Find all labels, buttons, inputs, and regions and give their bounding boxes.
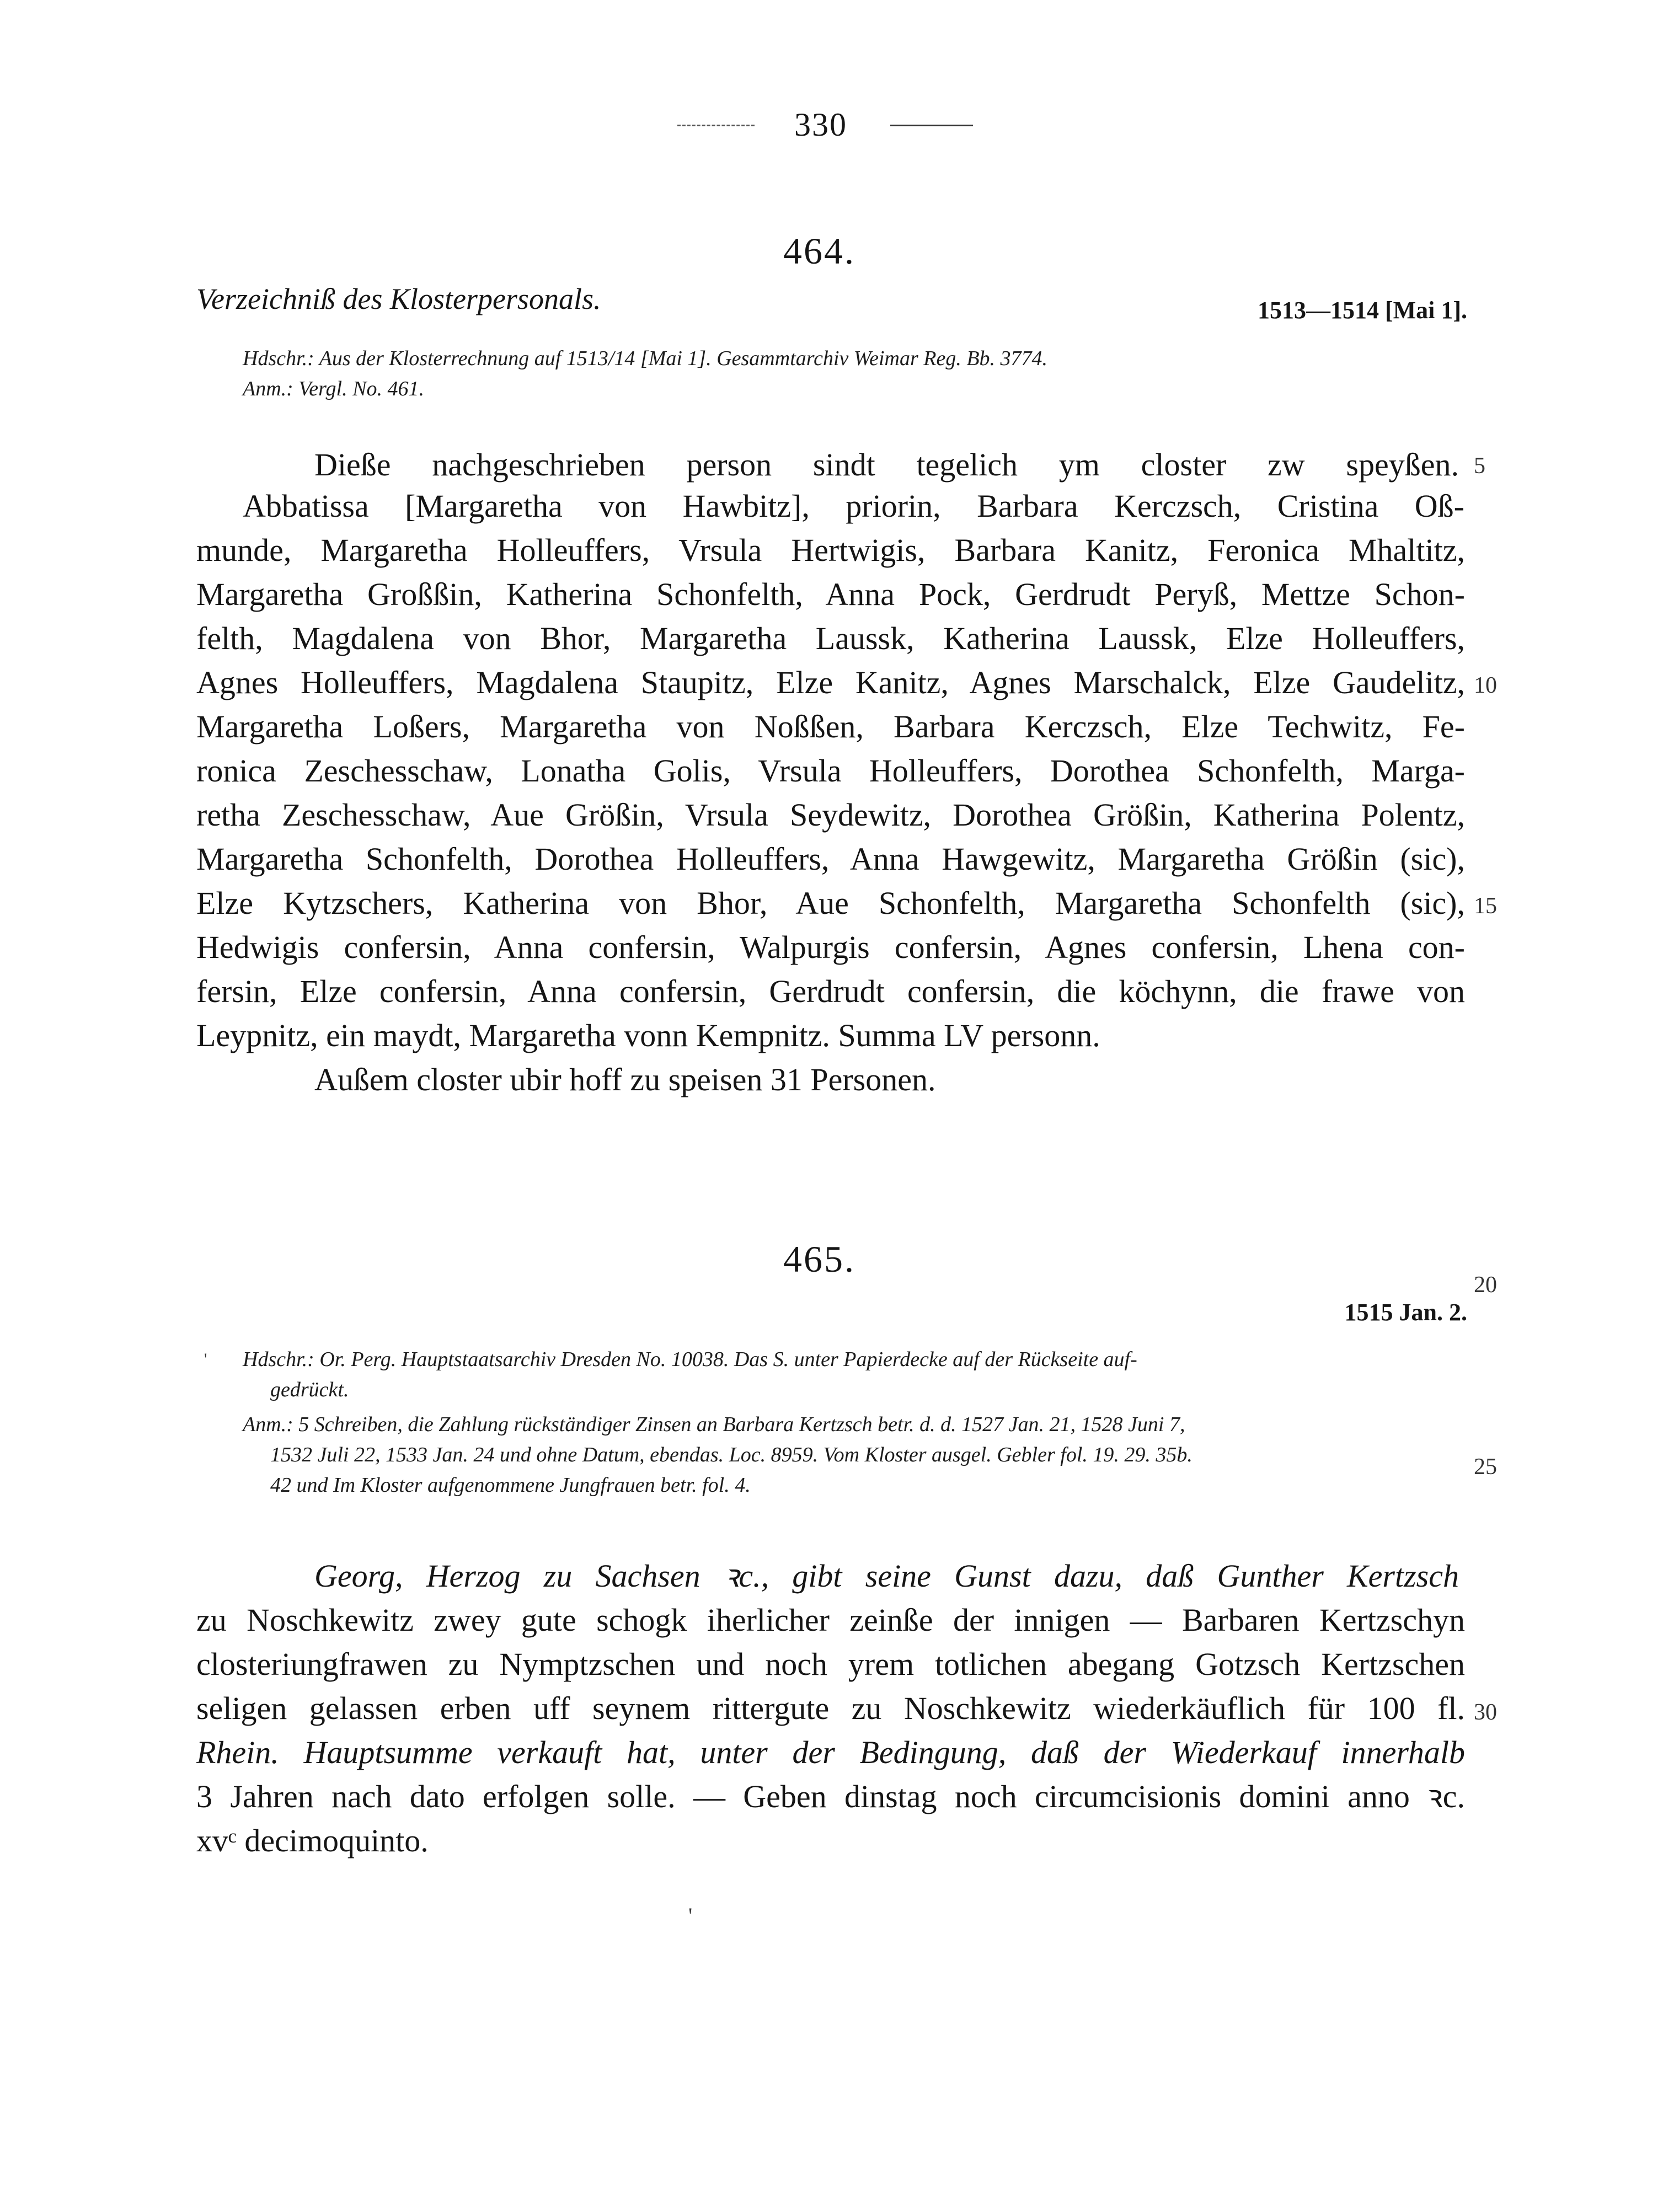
page-number: 330 [794, 106, 847, 143]
stray-mark: ' [688, 1903, 693, 1928]
document-number-464: 464. [783, 230, 855, 272]
source-note-line: 1532 Juli 22, 1533 Jan. 24 und ohne Datum, ebendas. Loc. 8959. Vom Kloster ausgel. Gebler fol. 19. 29. 35b. [270, 1443, 1193, 1466]
text-line: Außem closter ubir hoff zu speisen 31 Personen. [314, 1062, 936, 1097]
source-note-line: Anm.: Vergl. No. 461. [243, 377, 424, 400]
text-line: ronica Zeschesschaw, Lonatha Golis, Vrsula Holleuffers, Dorothea Schonfelth, Marga- [196, 753, 1465, 789]
text-line: munde, Margaretha Holleuffers, Vrsula Hertwigis, Barbara Kanitz, Feronica Mhaltitz, [196, 532, 1465, 568]
header-dash-left [677, 125, 755, 126]
document-date-464: 1513—1514 [Mai 1]. [1257, 297, 1467, 324]
text-line: Leypnitz, ein maydt, Margaretha vonn Kempnitz. Summa LV personn. [196, 1017, 1100, 1053]
text-line: retha Zeschesschaw, Aue Größin, Vrsula Seydewitz, Dorothea Größin, Katherina Polentz, [196, 797, 1465, 833]
source-note-line: Hdschr.: Or. Perg. Hauptstaatsarchiv Dresden No. 10038. Das S. unter Papierdecke auf der Rückseite auf- [243, 1348, 1137, 1371]
text-line: fersin, Elze confersin, Anna confersin, Gerdrudt confersin, die köchynn, die frawe von [196, 973, 1465, 1009]
text-line: Dieße nachgeschrieben person sindt tegelich ym closter zw speyßen. [314, 447, 1459, 483]
text-line: felth, Magdalena von Bhor, Margaretha Laussk, Katherina Laussk, Elze Holleuffers, [196, 620, 1465, 656]
source-note-line: Anm.: 5 Schreiben, die Zahlung rückständiger Zinsen an Barbara Kertzsch betr. d. d. 1527 Jan. 21, 1528 Juni 7, [243, 1413, 1185, 1436]
line-number: 30 [1474, 1700, 1497, 1725]
text-line: Georg, Herzog zu Sachsen ꝛc., gibt seine Gunst dazu, daß Gunther Kertzsch [314, 1558, 1459, 1594]
document-title-464: Verzeichniß des Klosterpersonals. [196, 282, 601, 315]
source-note-line: gedrückt. [270, 1378, 349, 1401]
text-line: xvᶜ decimoquinto. [196, 1823, 429, 1858]
document-number-465: 465. [783, 1238, 855, 1280]
text-line: zu Noschkewitz zwey gute schogk iherlicher zeinße der innigen — Barbaren Kertzschyn [196, 1602, 1465, 1638]
line-number: 20 [1474, 1272, 1497, 1298]
line-number: 15 [1474, 893, 1497, 919]
line-number: 5 [1474, 453, 1485, 479]
document-date-465: 1515 Jan. 2. [1344, 1299, 1467, 1326]
text-line: Rhein. Hauptsumme verkauft hat, unter der Bedingung, daß der Wiederkauf innerhalb [196, 1734, 1465, 1770]
text-line: Abbatissa [Margaretha von Hawbitz], priorin, Barbara Kerczsch, Cristina Oß- [243, 488, 1464, 524]
text-line: Margaretha Großßin, Katherina Schonfelth, Anna Pock, Gerdrudt Peryß, Mettze Schon- [196, 576, 1465, 612]
stray-mark: ' [204, 1350, 207, 1368]
text-line: Margaretha Schonfelth, Dorothea Holleuffers, Anna Hawgewitz, Margaretha Größin (sic), [196, 841, 1465, 877]
text-line: Agnes Holleuffers, Magdalena Staupitz, Elze Kanitz, Agnes Marschalck, Elze Gaudelitz, [196, 665, 1465, 700]
source-note-line: 42 und Im Kloster aufgenommene Jungfrauen betr. fol. 4. [270, 1474, 751, 1497]
text-line: 3 Jahren nach dato erfolgen solle. — Geben dinstag noch circumcisionis domini anno ꝛc. [196, 1779, 1465, 1814]
line-number: 10 [1474, 673, 1497, 698]
source-note-line: Hdschr.: Aus der Klosterrechnung auf 1513/14 [Mai 1]. Gesammtarchiv Weimar Reg. Bb. 3774. [243, 347, 1048, 370]
text-line: Elze Kytzschers, Katherina von Bhor, Aue Schonfelth, Margaretha Schonfelth (sic), [196, 885, 1465, 921]
header-rule-right [890, 125, 973, 126]
text-line: Hedwigis confersin, Anna confersin, Walpurgis confersin, Agnes confersin, Lhena con- [196, 929, 1465, 965]
line-number: 25 [1474, 1454, 1497, 1480]
text-line: seligen gelassen erben uff seynem rittergute zu Noschkewitz wiederkäuflich für 100 fl. [196, 1690, 1465, 1726]
text-line: closteriungfrawen zu Nymptzschen und noch yrem totlichen abegang Gotzsch Kertzschen [196, 1646, 1465, 1682]
text-line: Margaretha Loßers, Margaretha von Noßßen, Barbara Kerczsch, Elze Techwitz, Fe- [196, 709, 1465, 745]
